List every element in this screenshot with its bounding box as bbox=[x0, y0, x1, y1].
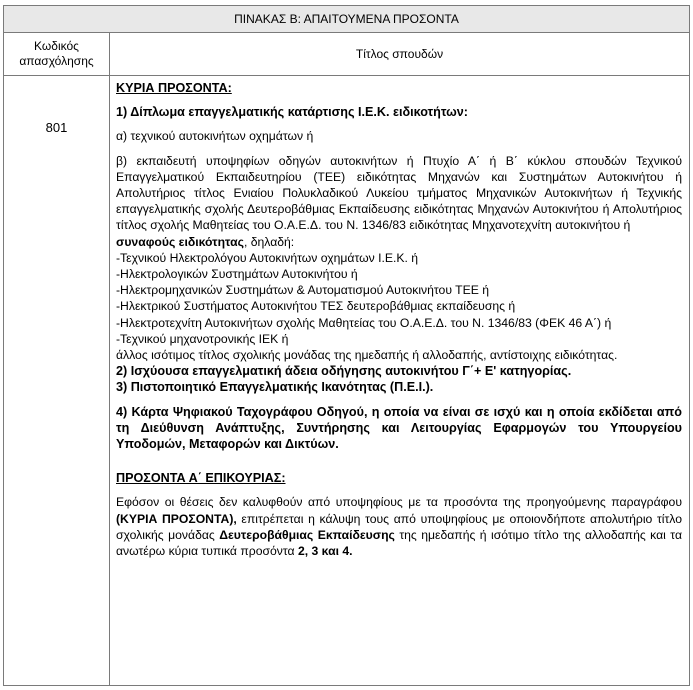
related-specialty-line bbox=[116, 234, 682, 250]
item-1-diploma: 1) Δίπλωμα επαγγελματικής κατάρτισης Ι.Ε.Κ. ειδικοτήτων: bbox=[116, 105, 468, 120]
secondary-text-part1: Εφόσον οι θέσεις δεν καλυφθούν από υποψηφίους με τα προσόντα της προηγούμενης παραγράφου bbox=[116, 495, 682, 510]
list-item: -Τεχνικού μηχανοτρονικής ΙΕΚ ή bbox=[116, 331, 289, 346]
column-header-code-label: Κωδικός απασχόλησης bbox=[19, 39, 94, 68]
column-header-code bbox=[4, 33, 110, 76]
secondary-text-bold1: (ΚΥΡΙΑ ΠΡΟΣΟΝΤΑ), bbox=[116, 511, 237, 526]
list-item: -Ηλεκτρικού Συστήματος Αυτοκινήτου ΤΕΣ δευτεροβάθμιας εκπαίδευσης ή bbox=[116, 299, 516, 314]
secondary-text-part3: της ημεδαπής ή ισότιμο τίτλο της αλλοδαπής και τα ανωτέρω κύρια τυπικά προσόντα bbox=[116, 527, 682, 559]
column-header-title: Τίτλος σπουδών bbox=[110, 33, 689, 76]
job-code: 801 bbox=[45, 120, 68, 135]
list-item: -Ηλεκτροτεχνίτη Αυτοκινήτων σχολής Μαθητείας του Ο.Α.Ε.Δ. του Ν. 1346/83 (ΦΕΚ 46 Α΄) ή bbox=[116, 315, 612, 330]
item-1a: α) τεχνικού αυτοκινήτων οχημάτων ή bbox=[116, 129, 314, 144]
list-item: -Ηλεκτρομηχανικών Συστημάτων & Αυτοματισμού Αυτοκινήτου ΤΕΕ ή bbox=[116, 283, 490, 298]
secondary-qualifications-text bbox=[116, 494, 682, 559]
list-item: -Τεχνικού Ηλεκτρολόγου Αυτοκινήτων οχημάτων Ι.Ε.Κ. ή bbox=[116, 250, 419, 265]
code-cell bbox=[4, 76, 110, 685]
secondary-text-part2: επιτρέπεται η κάλυψη τους από υποψηφίους με οποιονδήποτε απολυτήριο τίτλο σχολικής μονάδας bbox=[116, 511, 682, 542]
item-4-tachograph: 4) Κάρτα Ψηφιακού Ταχογράφου Οδηγού, η οποία να είναι σε ισχύ και η οποία εκδίδεται από τη Διεύθυνση Ανάπτυξης, Συντήρησης και Λειτουργίας Εφαρμογών του Υπουργείου Υποδομών, Μεταφορών και Δικτύων. bbox=[116, 404, 682, 452]
item-2-license: 2) Ισχύουσα επαγγελματική άδεια οδήγησης αυτοκινήτου Γ΄+ Ε' κατηγορίας. bbox=[116, 364, 572, 379]
related-specialty-bold: συναφούς ειδικότητας bbox=[116, 234, 244, 249]
item-3-certificate: 3) Πιστοποιητικό Επαγγελματικής Ικανότητας (Π.Ε.Ι.). bbox=[116, 380, 434, 395]
list-item: -Ηλεκτρολογικών Συστημάτων Αυτοκινήτου ή bbox=[116, 267, 358, 282]
qualifications-content bbox=[116, 80, 682, 559]
secondary-qualifications-heading: ΠΡΟΣΟΝΤΑ Α΄ ΕΠΙΚΟΥΡΙΑΣ: bbox=[116, 471, 286, 486]
secondary-text-bold2: Δευτεροβάθμιας Εκπαίδευσης bbox=[219, 527, 395, 542]
table-title: ΠΙΝΑΚΑΣ Β: ΑΠΑΙΤΟΥΜΕΝΑ ΠΡΟΣΟΝΤΑ bbox=[4, 6, 689, 33]
main-qualifications-heading: ΚΥΡΙΑ ΠΡΟΣΟΝΤΑ: bbox=[116, 81, 232, 95]
related-specialty-rest: , δηλαδή: bbox=[243, 234, 295, 249]
item-1b: β) εκπαιδευτή υποψηφίων οδηγών αυτοκινήτων ή Πτυχίο Α΄ ή Β΄ κύκλου σπουδών Τεχνικού Επαγγελματικού Εκπαιδευτηρίου (ΤΕΕ) ειδικότητας Μηχανών και Συστημάτων Αυτοκινήτου ή Απολυτήριος τίτλος Ενιαίου Πολυκλαδικού Λυκείου τμήματος Μηχανικών Αυτοκινήτων ή Τεχνικής επαγγελματικής σχολής Δευτεροβάθμιας Εκπαίδευσης ειδικότητας Μηχανών Αυτοκινήτου ή Απολυτήριος τίτλος σχολής Μαθητείας του Ο.Α.Ε.Δ. του Ν. 1346/83 ειδικότητας Μηχανοτεχνίτη αυτοκινήτου ή bbox=[116, 153, 682, 233]
other-equivalent-title: άλλος ισότιμος τίτλος σχολικής μονάδας της ημεδαπής ή αλλοδαπής, αντίστοιχης ειδικότητας. bbox=[116, 348, 618, 363]
requirements-table bbox=[3, 5, 690, 686]
secondary-text-bold3: 2, 3 και 4. bbox=[297, 544, 353, 559]
